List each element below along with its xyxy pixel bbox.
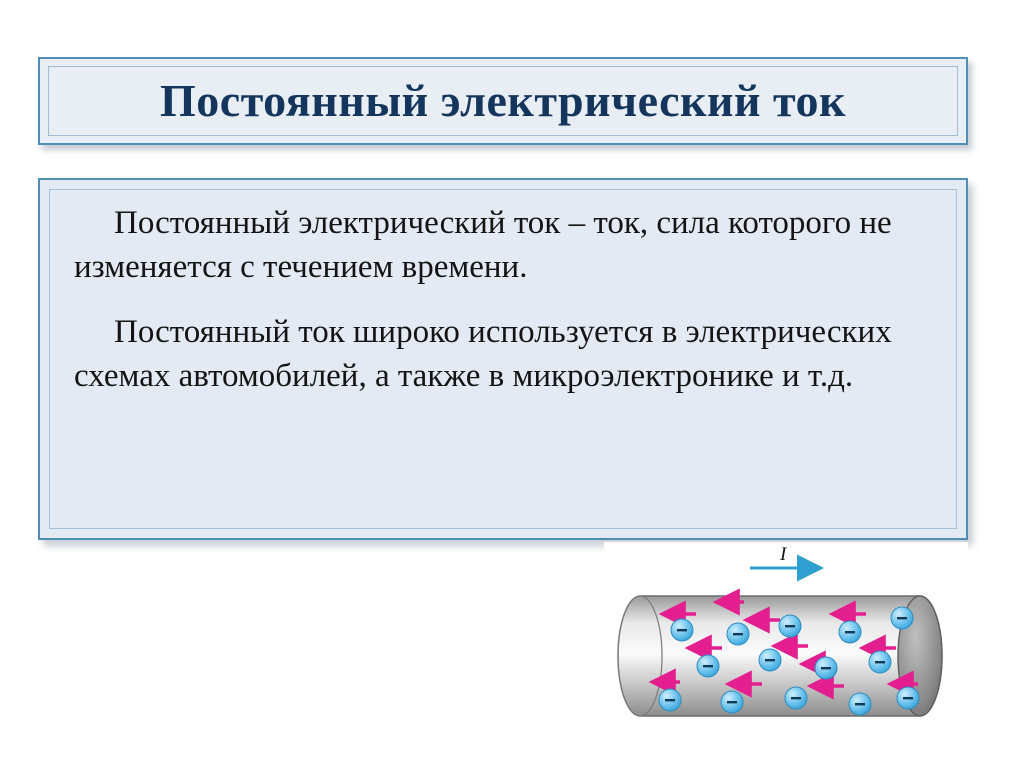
conductor-figure [604,542,968,738]
paragraph-definition: Постоянный электрический ток – ток, сила которого не изменяется с течением времени. [74,205,892,285]
electron [721,691,743,713]
electron [849,693,871,715]
electron [759,649,781,671]
electron [727,623,749,645]
paragraph-usage: Постоянный ток широко используется в электрических схемах автомобилей, а также в микроэлектронике и т.д. [74,314,892,394]
electron [839,621,861,643]
electron [671,619,693,641]
electron [891,607,913,629]
body-content [74,202,936,398]
electron [785,687,807,709]
electron [897,687,919,709]
electron [779,615,801,637]
slide-title-box [38,57,968,145]
electron [659,689,681,711]
electron [697,655,719,677]
current-label: I [780,544,787,565]
electron [869,651,891,673]
slide-body-box [38,178,968,540]
electron [815,657,837,679]
page-title: Постоянный электрический ток [160,74,846,126]
conductor-diagram [604,542,968,738]
